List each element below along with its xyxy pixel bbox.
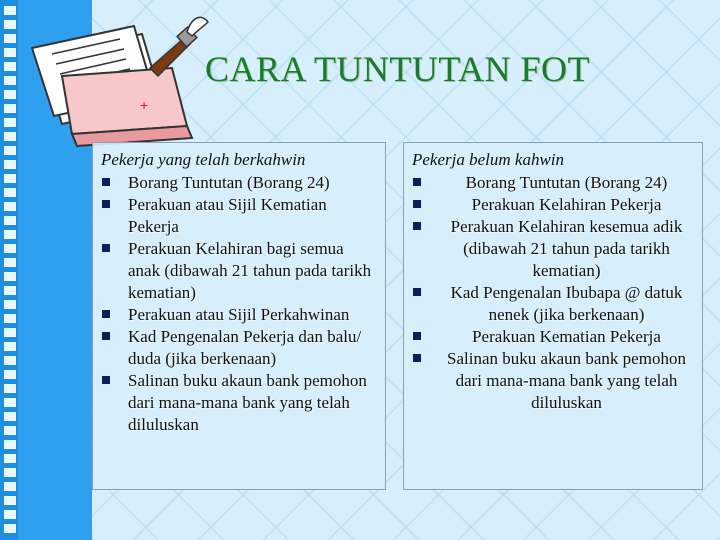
page-title: CARA TUNTUTAN FOT <box>205 49 590 89</box>
list-item: Perakuan Kelahiran bagi semua anak (dibawah 21 tahun pada tarikh kematian) <box>101 238 377 304</box>
square-bullet-icon <box>413 288 421 296</box>
square-bullet-icon <box>413 200 421 208</box>
list-item: Kad Pengenalan Pekerja dan balu/ duda (jika berkenaan) <box>101 326 377 370</box>
square-bullet-icon <box>413 178 421 186</box>
left-column <box>92 142 386 490</box>
list-item: Perakuan atau Sijil Perkahwinan <box>101 304 377 326</box>
square-strip <box>4 6 16 536</box>
square-bullet-icon <box>102 332 110 340</box>
square-bullet-icon <box>102 376 110 384</box>
left-column-list <box>101 172 377 436</box>
document-and-brush-icon <box>22 6 222 156</box>
svg-text:+: + <box>140 97 149 113</box>
right-column-heading: Pekerja belum kahwin <box>412 150 565 169</box>
list-item: Salinan buku akaun bank pemohon dari mana-mana bank yang telah diluluskan <box>412 348 694 414</box>
square-bullet-icon <box>413 332 421 340</box>
list-item: Perakuan Kematian Pekerja <box>412 326 694 348</box>
square-bullet-icon <box>102 244 110 252</box>
right-column <box>403 142 703 490</box>
list-item: Borang Tuntutan (Borang 24) <box>101 172 377 194</box>
right-column-list <box>412 172 694 414</box>
list-item: Borang Tuntutan (Borang 24) <box>412 172 694 194</box>
list-item: Salinan buku akaun bank pemohon dari mana-mana bank yang telah diluluskan <box>101 370 377 436</box>
list-item: Perakuan Kelahiran Pekerja <box>412 194 694 216</box>
list-item: Kad Pengenalan Ibubapa @ datuk nenek (jika berkenaan) <box>412 282 694 326</box>
list-item: Perakuan Kelahiran kesemua adik (dibawah 21 tahun pada tarikh kematian) <box>412 216 694 282</box>
square-bullet-icon <box>102 178 110 186</box>
square-bullet-icon <box>102 310 110 318</box>
left-column-heading: Pekerja yang telah berkahwin <box>101 150 306 169</box>
square-bullet-icon <box>413 354 421 362</box>
square-bullet-icon <box>413 222 421 230</box>
list-item: Perakuan atau Sijil Kematian Pekerja <box>101 194 377 238</box>
square-bullet-icon <box>102 200 110 208</box>
